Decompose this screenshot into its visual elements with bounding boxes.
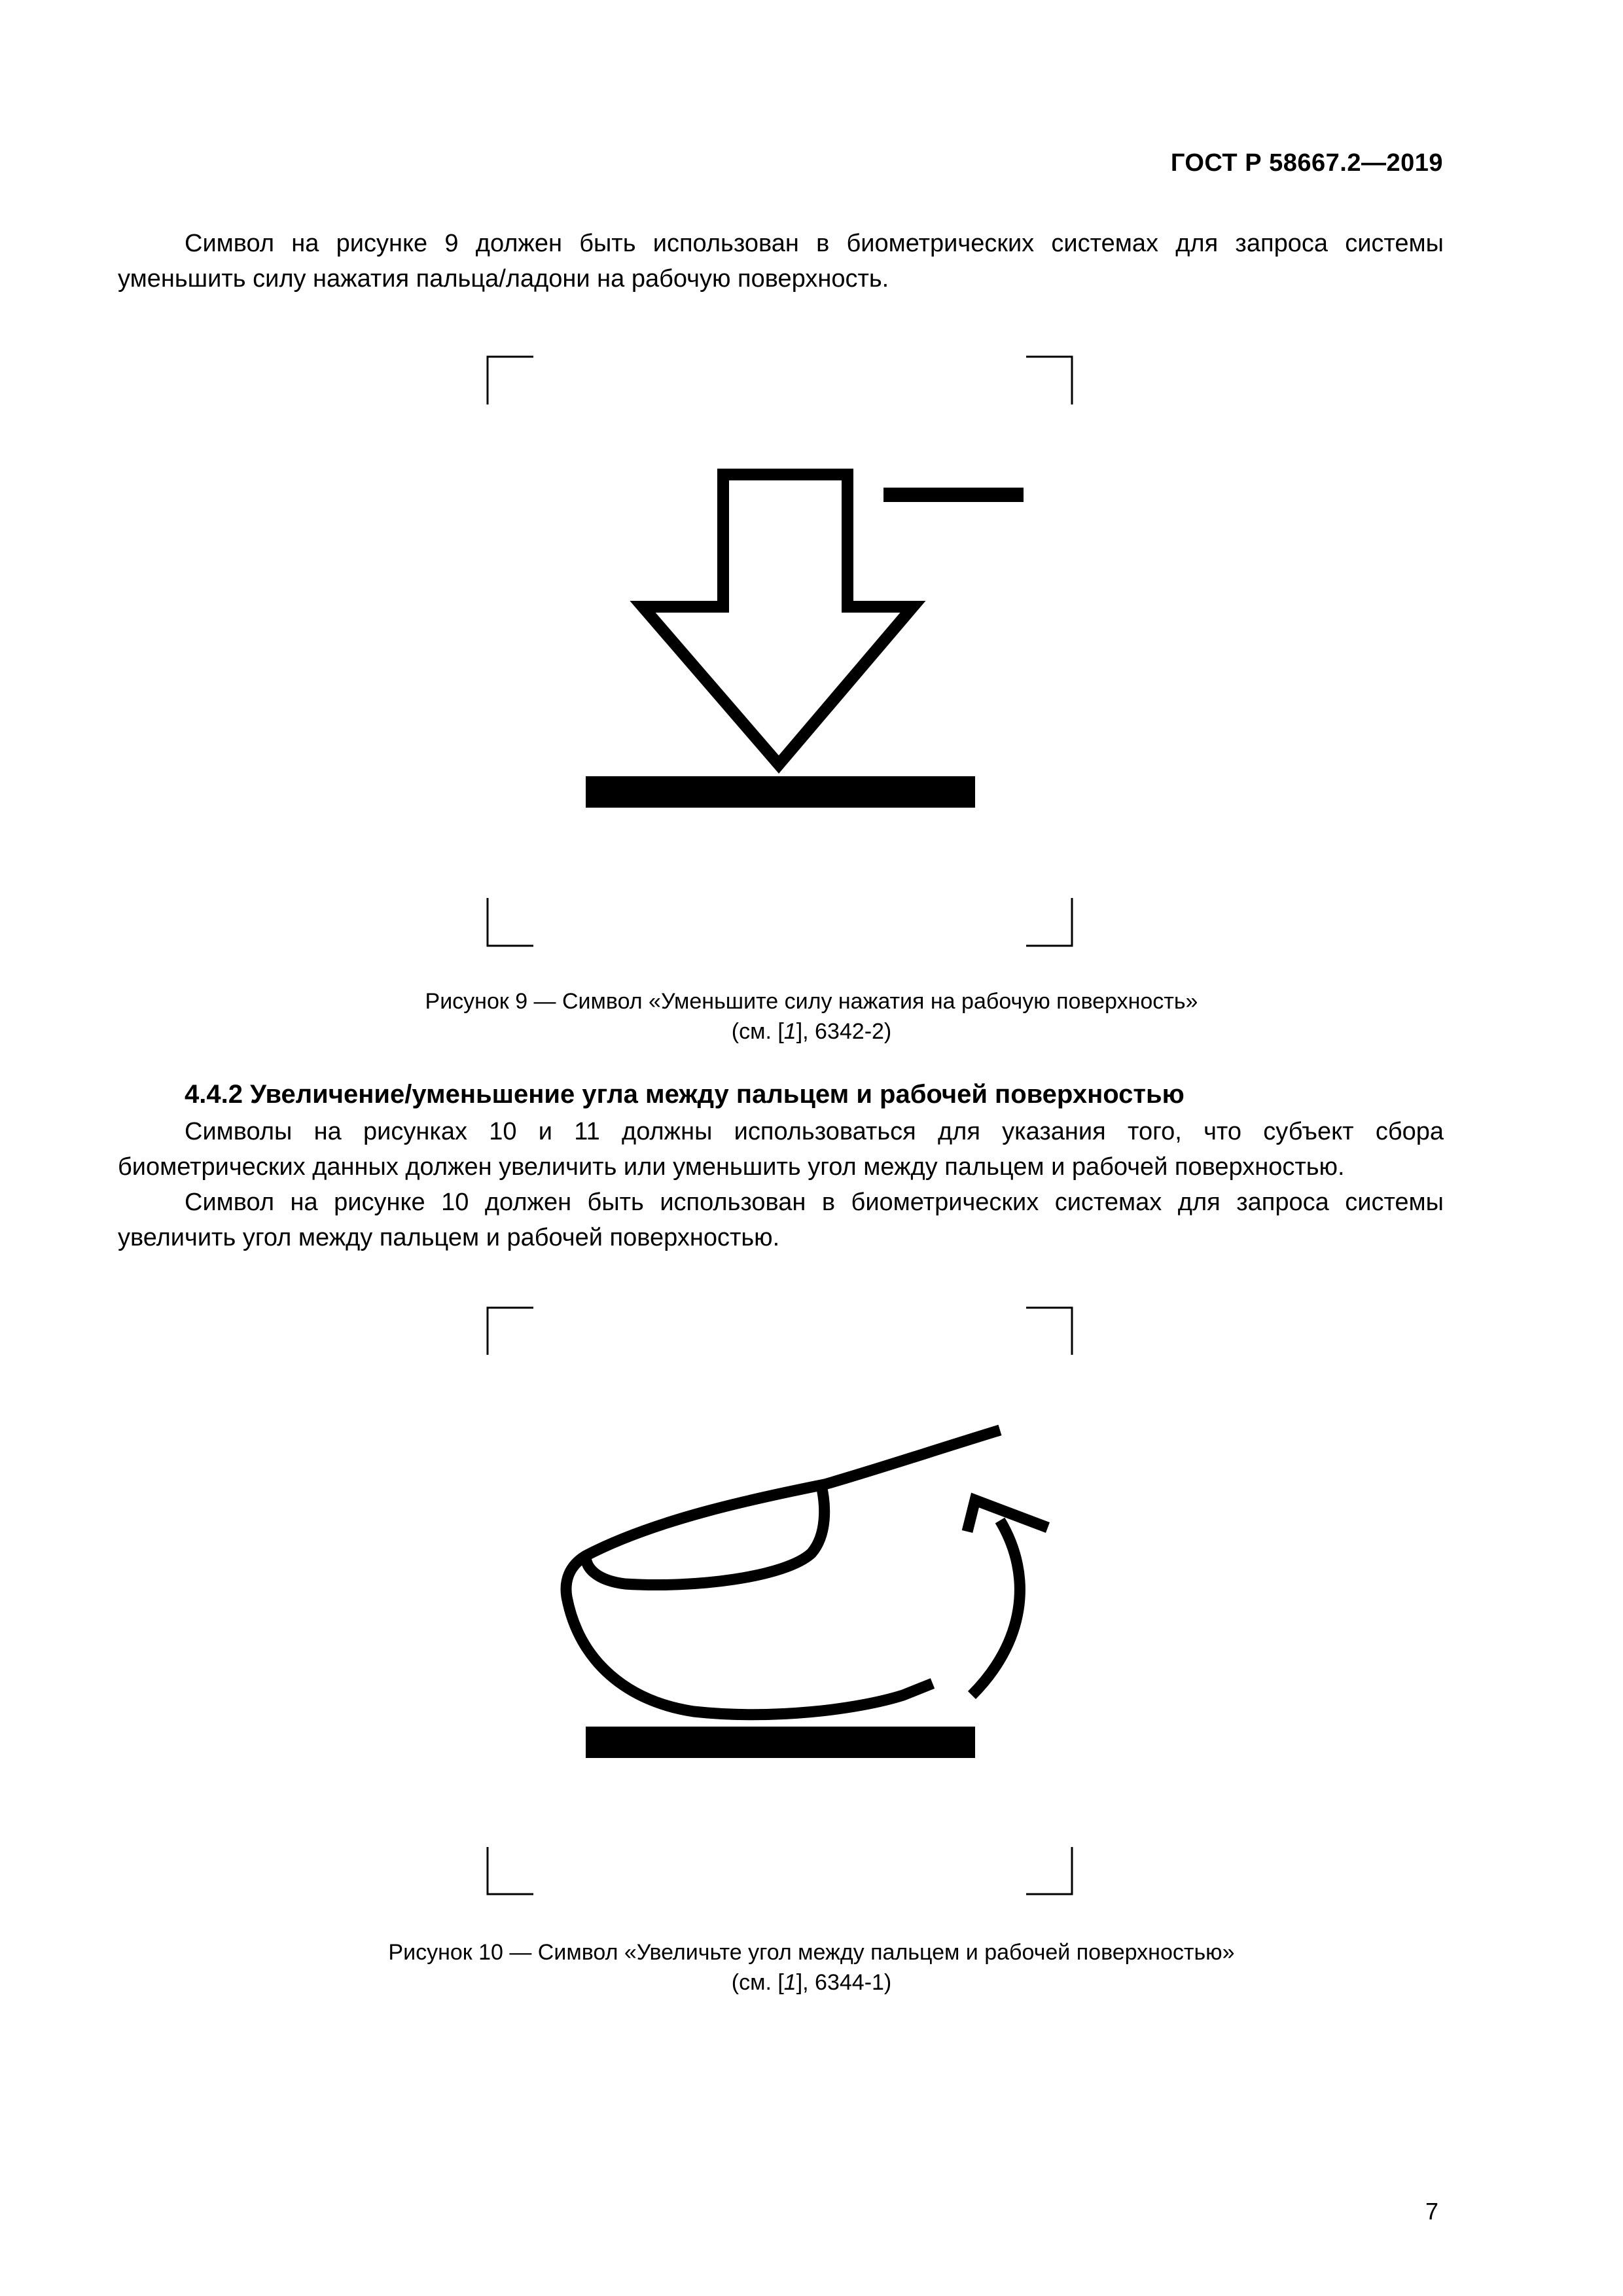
figure10-frame-corners [488,1308,1072,1894]
rotate-arrow-icon [972,1520,1020,1695]
figure10-caption: Рисунок 10 — Символ «Увеличьте угол между пальцем и рабочей поверхностью» (см. [1], 6344-1) [388,1940,1235,1995]
finger-angle-increase-icon [566,1430,1048,1758]
section-heading: 4.4.2 Увеличение/уменьшение угла между пальцем и рабочей поверхностью [185,1080,1185,1109]
paragraph-figure10-intro: Символ на рисунке 10 должен быть использован в биометрических системах для запроса системы увеличить угол между пальцем и рабочей поверхностью. [118,1189,1444,1251]
paragraph-figure9-intro: Символ на рисунке 9 должен быть использован в биометрических системах для запроса системы уменьшить силу нажатия пальца/ладони на рабочую поверхность. [118,230,1444,293]
document-number: ГОСТ Р 58667.2—2019 [1170,149,1443,177]
surface-bar [586,1727,975,1758]
paragraph-figures-10-11: Символы на рисунках 10 и 11 должны использоваться для указания того, что субъект сбора биометрических данных должен увеличить или уменьшить угол между пальцем и рабочей поверхностью. [118,1118,1444,1181]
page-number: 7 [1425,2198,1438,2225]
figure9-caption: Рисунок 9 — Символ «Уменьшите силу нажатия на рабочую поверхность» (см. [1], 6342-2) [425,989,1198,1044]
